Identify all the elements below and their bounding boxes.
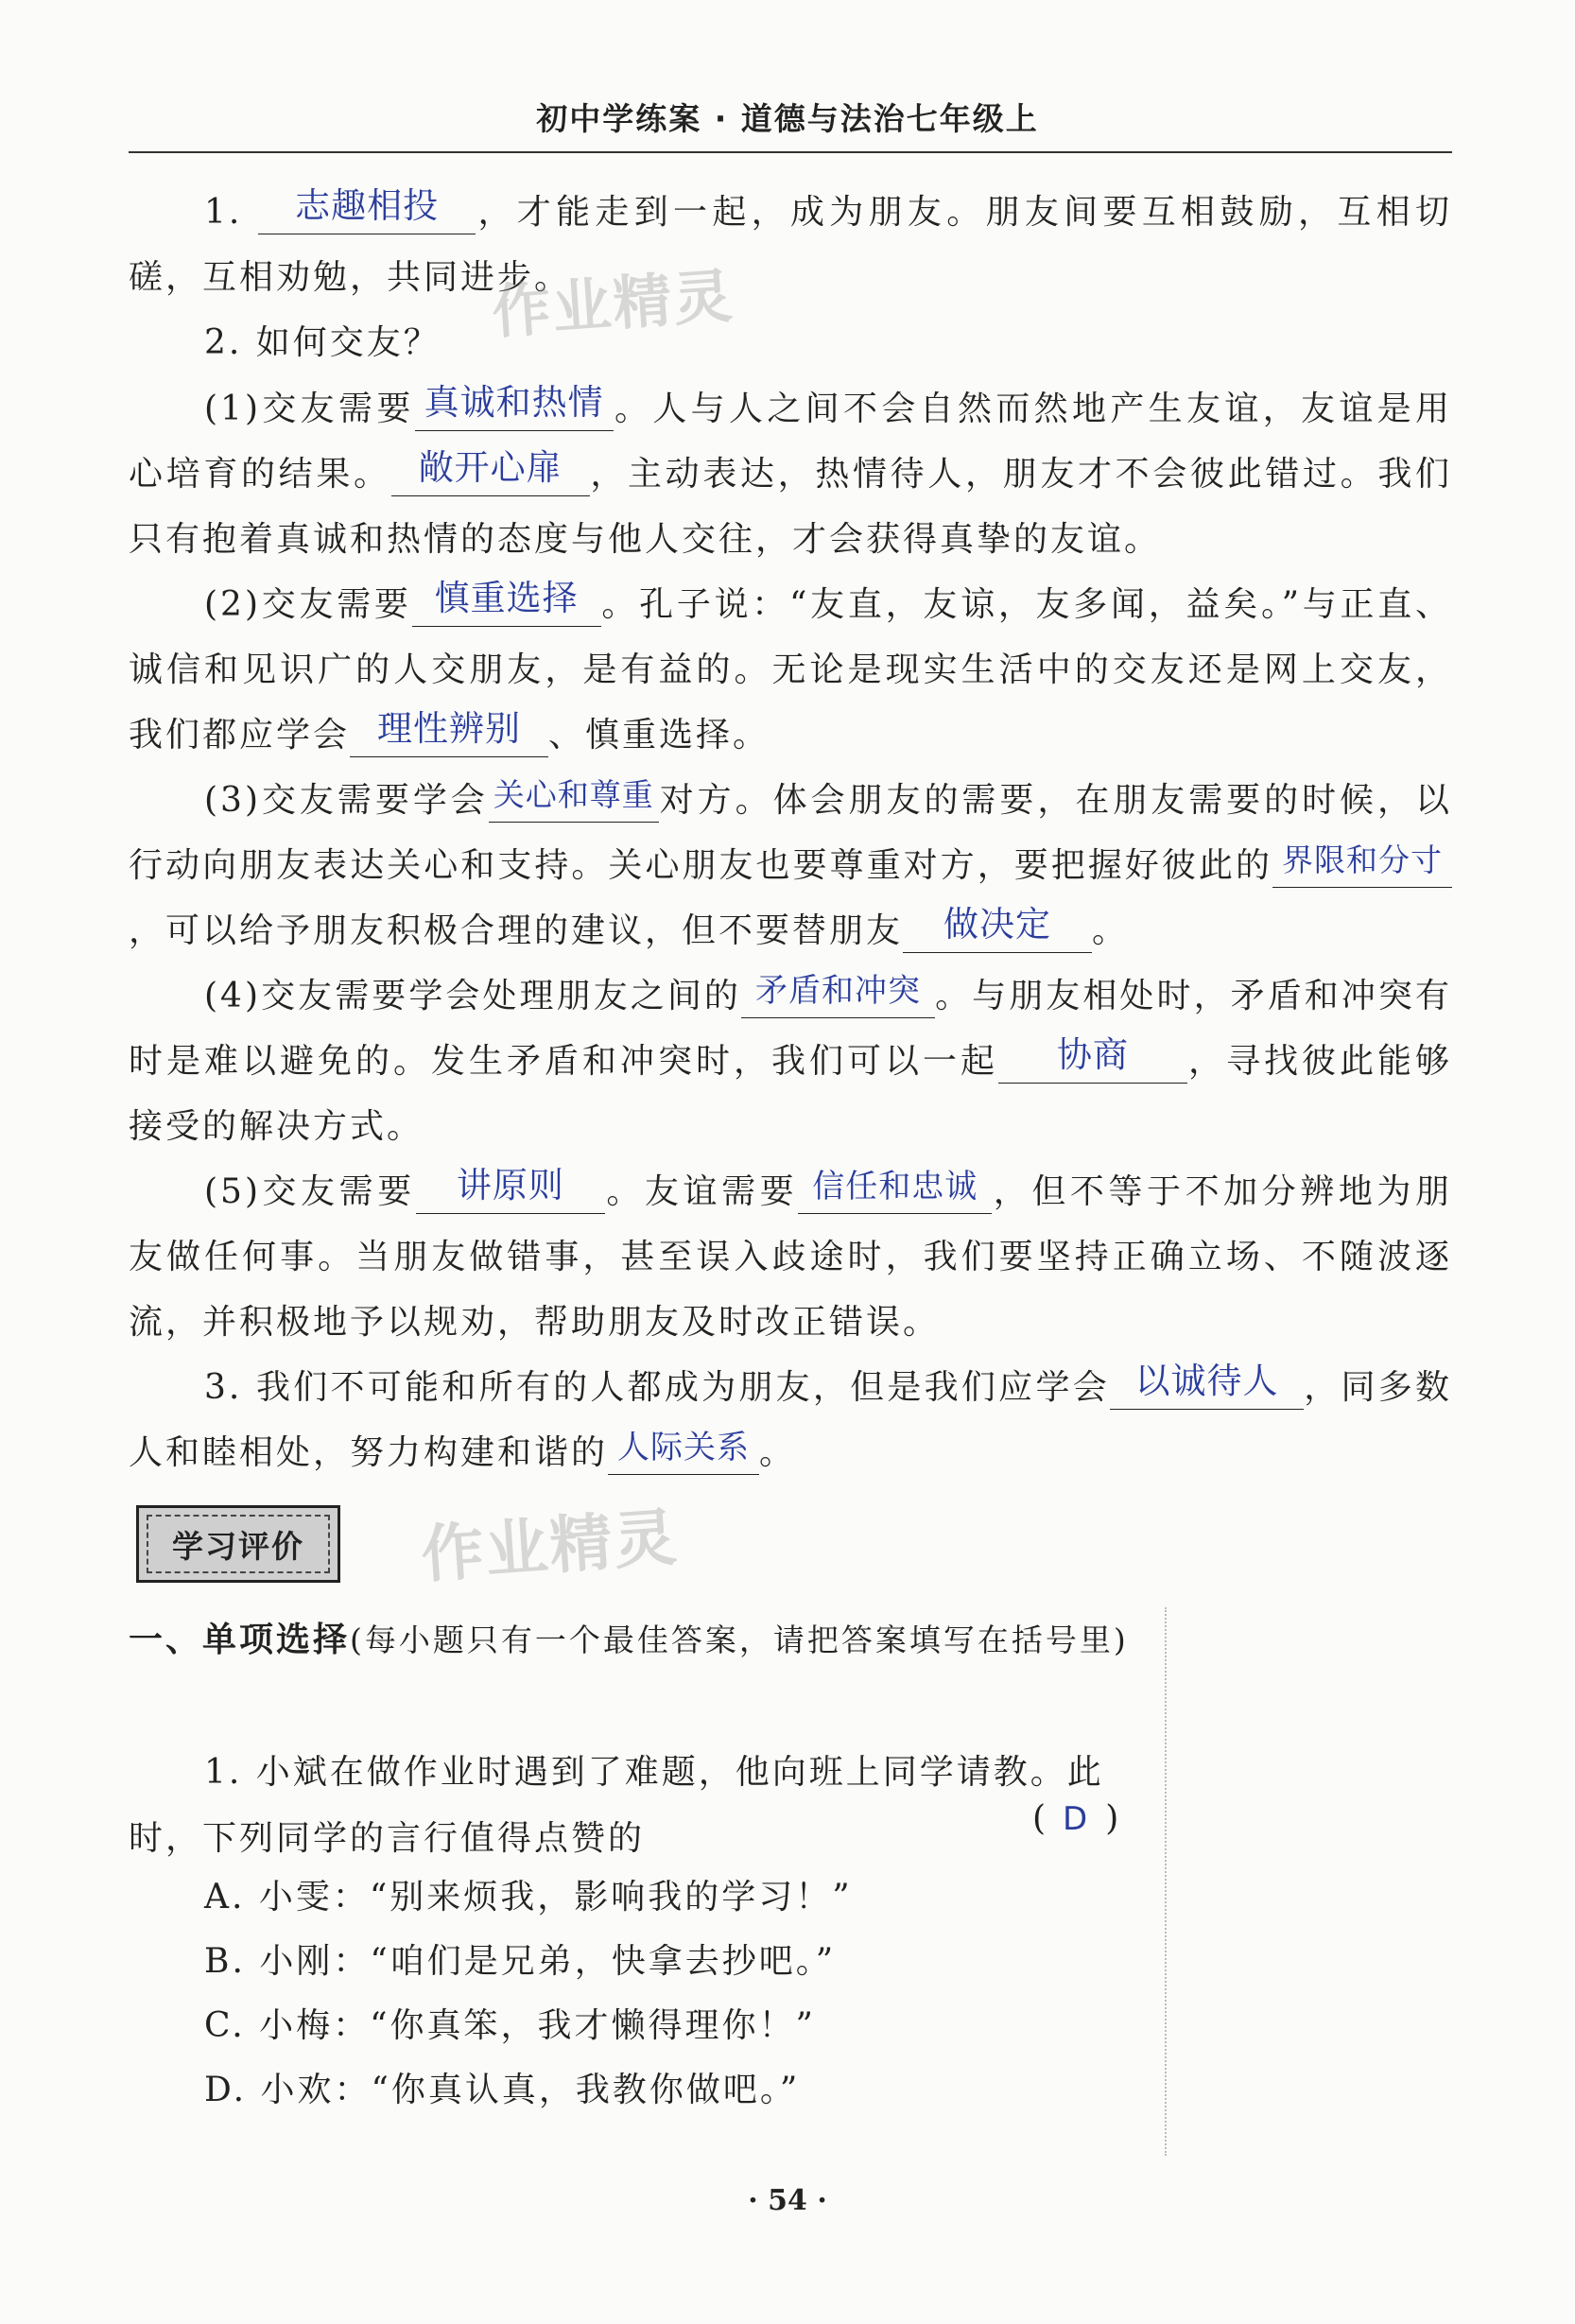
handwritten-answer: 做决定 [943, 904, 1052, 945]
option-c[interactable]: C. 小梅：“你真笨，我才懒得理你！” [204, 2006, 816, 2045]
para-text: ，主动表达，热情待人，朋友才不会彼此错过。我们只有抱着真诚和热情的态度与他人交往，才会获得真挚的友谊。 [129, 455, 1452, 559]
item-text: 。 [759, 1433, 797, 1472]
question-1: 1. 小斌在做作业时遇到了难题，他向班上同学请教。此时，下列同学的言行值得点赞的 [129, 1753, 1104, 1858]
answer-blank[interactable] [1272, 841, 1452, 888]
section-badge [136, 1505, 340, 1583]
para-text: (1)交友需要 [204, 390, 415, 428]
handwritten-answer: 真诚和热情 [424, 382, 604, 423]
mcq-heading [129, 1607, 1351, 1674]
handwritten-answer: 讲原则 [456, 1165, 564, 1205]
section-instruction: (每小题只有一个最佳答案，请把答案填写在括号里) [350, 1622, 1129, 1658]
item-text: 3. 我们不可能和所有的人都成为朋友，但是我们应学会 [204, 1368, 1110, 1407]
answer-blank[interactable] [412, 578, 601, 627]
para-text: 。 [1092, 911, 1130, 950]
handwritten-answer: 人际关系 [617, 1429, 751, 1466]
para-text: 。友谊需要 [604, 1172, 799, 1211]
answer-blank[interactable] [258, 185, 476, 234]
section-badge-label: 学习评价 [147, 1515, 330, 1573]
para-text: ，寻找彼此能够接受的解决方式。 [129, 1042, 1452, 1146]
page-number: · 54 · [748, 2184, 827, 2217]
fill-paragraph-1 [129, 376, 1452, 572]
para-text: (2)交友需要 [204, 585, 412, 624]
handwritten-answer: 关心和尊重 [493, 776, 654, 813]
handwritten-answer: 协商 [1056, 1034, 1129, 1075]
answer-blank[interactable] [903, 904, 1092, 953]
bracket-open: ( [1032, 1799, 1047, 1838]
answer-blank[interactable] [608, 1429, 759, 1475]
item-text: ，同多数人和睦相处，努力构建和谐的 [129, 1368, 1452, 1472]
option-b[interactable]: B. 小刚：“咱们是兄弟，快拿去抄吧。” [204, 1942, 837, 1981]
item-text: ，才能走到一起，成为朋友。朋友间要互相鼓励，互相切磋，互相劝勉，共同进步。 [129, 193, 1452, 297]
para-text: ，但不等于不加分辨地为朋友做任何事。当朋友做错事，甚至误入歧途时，我们要坚持正确立场、不随波逐流，并积极地予以规劝，帮助朋友及时改正错误。 [129, 1172, 1452, 1342]
handwritten-answer: 界限和分寸 [1282, 841, 1443, 878]
fill-item-3 [129, 1355, 1452, 1485]
answer-blank[interactable] [391, 447, 590, 496]
handwritten-answer: 信任和忠诚 [812, 1168, 978, 1205]
section-heading: 一、单项选择 [129, 1621, 351, 1659]
para-text: 。与朋友相处时，矛盾和冲突有时是难以避免的。发生矛盾和冲突时，我们可以一起 [129, 977, 1452, 1081]
column-divider [1165, 1607, 1167, 2156]
answer-blank[interactable] [1110, 1361, 1304, 1410]
watermark-logo: 作业精灵 [490, 261, 736, 347]
handwritten-answer: 以诚待人 [1134, 1361, 1279, 1401]
handwritten-answer: 志趣相投 [295, 185, 440, 226]
para-text: 。孔子说：“友直，友谅，友多闻，益矣。”与正直、诚信和见识广的人交朋友，是有益的。无论是现实生活中的交友还是网上交友，我们都应学会 [129, 585, 1452, 754]
para-text: ，可以给予朋友积极合理的建议，但不要替朋友 [129, 911, 904, 950]
fill-item-1 [129, 180, 1452, 310]
handwritten-answer: 矛盾和冲突 [755, 972, 921, 1010]
header-divider [129, 151, 1452, 153]
watermark-logo: 作业精灵 [419, 1500, 681, 1592]
answer-blank[interactable] [741, 972, 935, 1018]
answer-blank[interactable] [350, 708, 548, 757]
answer-blank[interactable] [998, 1034, 1187, 1084]
fill-item-2-title: 2. 如何交友？ [204, 323, 441, 362]
page-header-title: 初中学练案 · 道德与法治七年级上 [536, 100, 1039, 137]
fill-paragraph-2 [129, 572, 1452, 768]
fill-paragraph-5 [129, 1159, 1452, 1355]
para-text: (3)交友需要学会 [204, 781, 489, 820]
answer-bracket[interactable] [1032, 1799, 1118, 1838]
answer-blank[interactable] [416, 1165, 605, 1214]
para-text: (5)交友需要 [204, 1172, 416, 1211]
option-d[interactable]: D. 小欢：“你真认真，我教你做吧。” [204, 2071, 801, 2109]
para-text: 。人与人之间不会自然而然地产生友谊，友谊是用心培育的结果。 [129, 390, 1452, 494]
bracket-close: ) [1105, 1799, 1119, 1838]
para-text: 对方。体会朋友的需要，在朋友需要的时候，以行动向朋友表达关心和支持。关心朋友也要尊重对方，要把握好彼此的 [129, 781, 1452, 885]
fill-paragraph-4 [129, 963, 1452, 1159]
handwritten-answer: D [1063, 1800, 1089, 1838]
handwritten-answer: 慎重选择 [434, 578, 579, 618]
item-number: 1. [204, 193, 243, 232]
handwritten-answer: 敞开心扉 [418, 447, 562, 488]
fill-paragraph-3 [129, 768, 1452, 963]
para-text: 、慎重选择。 [548, 716, 770, 754]
para-text: (4)交友需要学会处理朋友之间的 [204, 977, 741, 1015]
handwritten-answer: 理性辨别 [377, 708, 522, 749]
answer-blank[interactable] [415, 382, 614, 431]
answer-blank[interactable] [489, 776, 659, 823]
answer-blank[interactable] [798, 1168, 992, 1214]
option-a[interactable]: A. 小雯：“别来烦我，影响我的学习！” [204, 1878, 853, 1916]
